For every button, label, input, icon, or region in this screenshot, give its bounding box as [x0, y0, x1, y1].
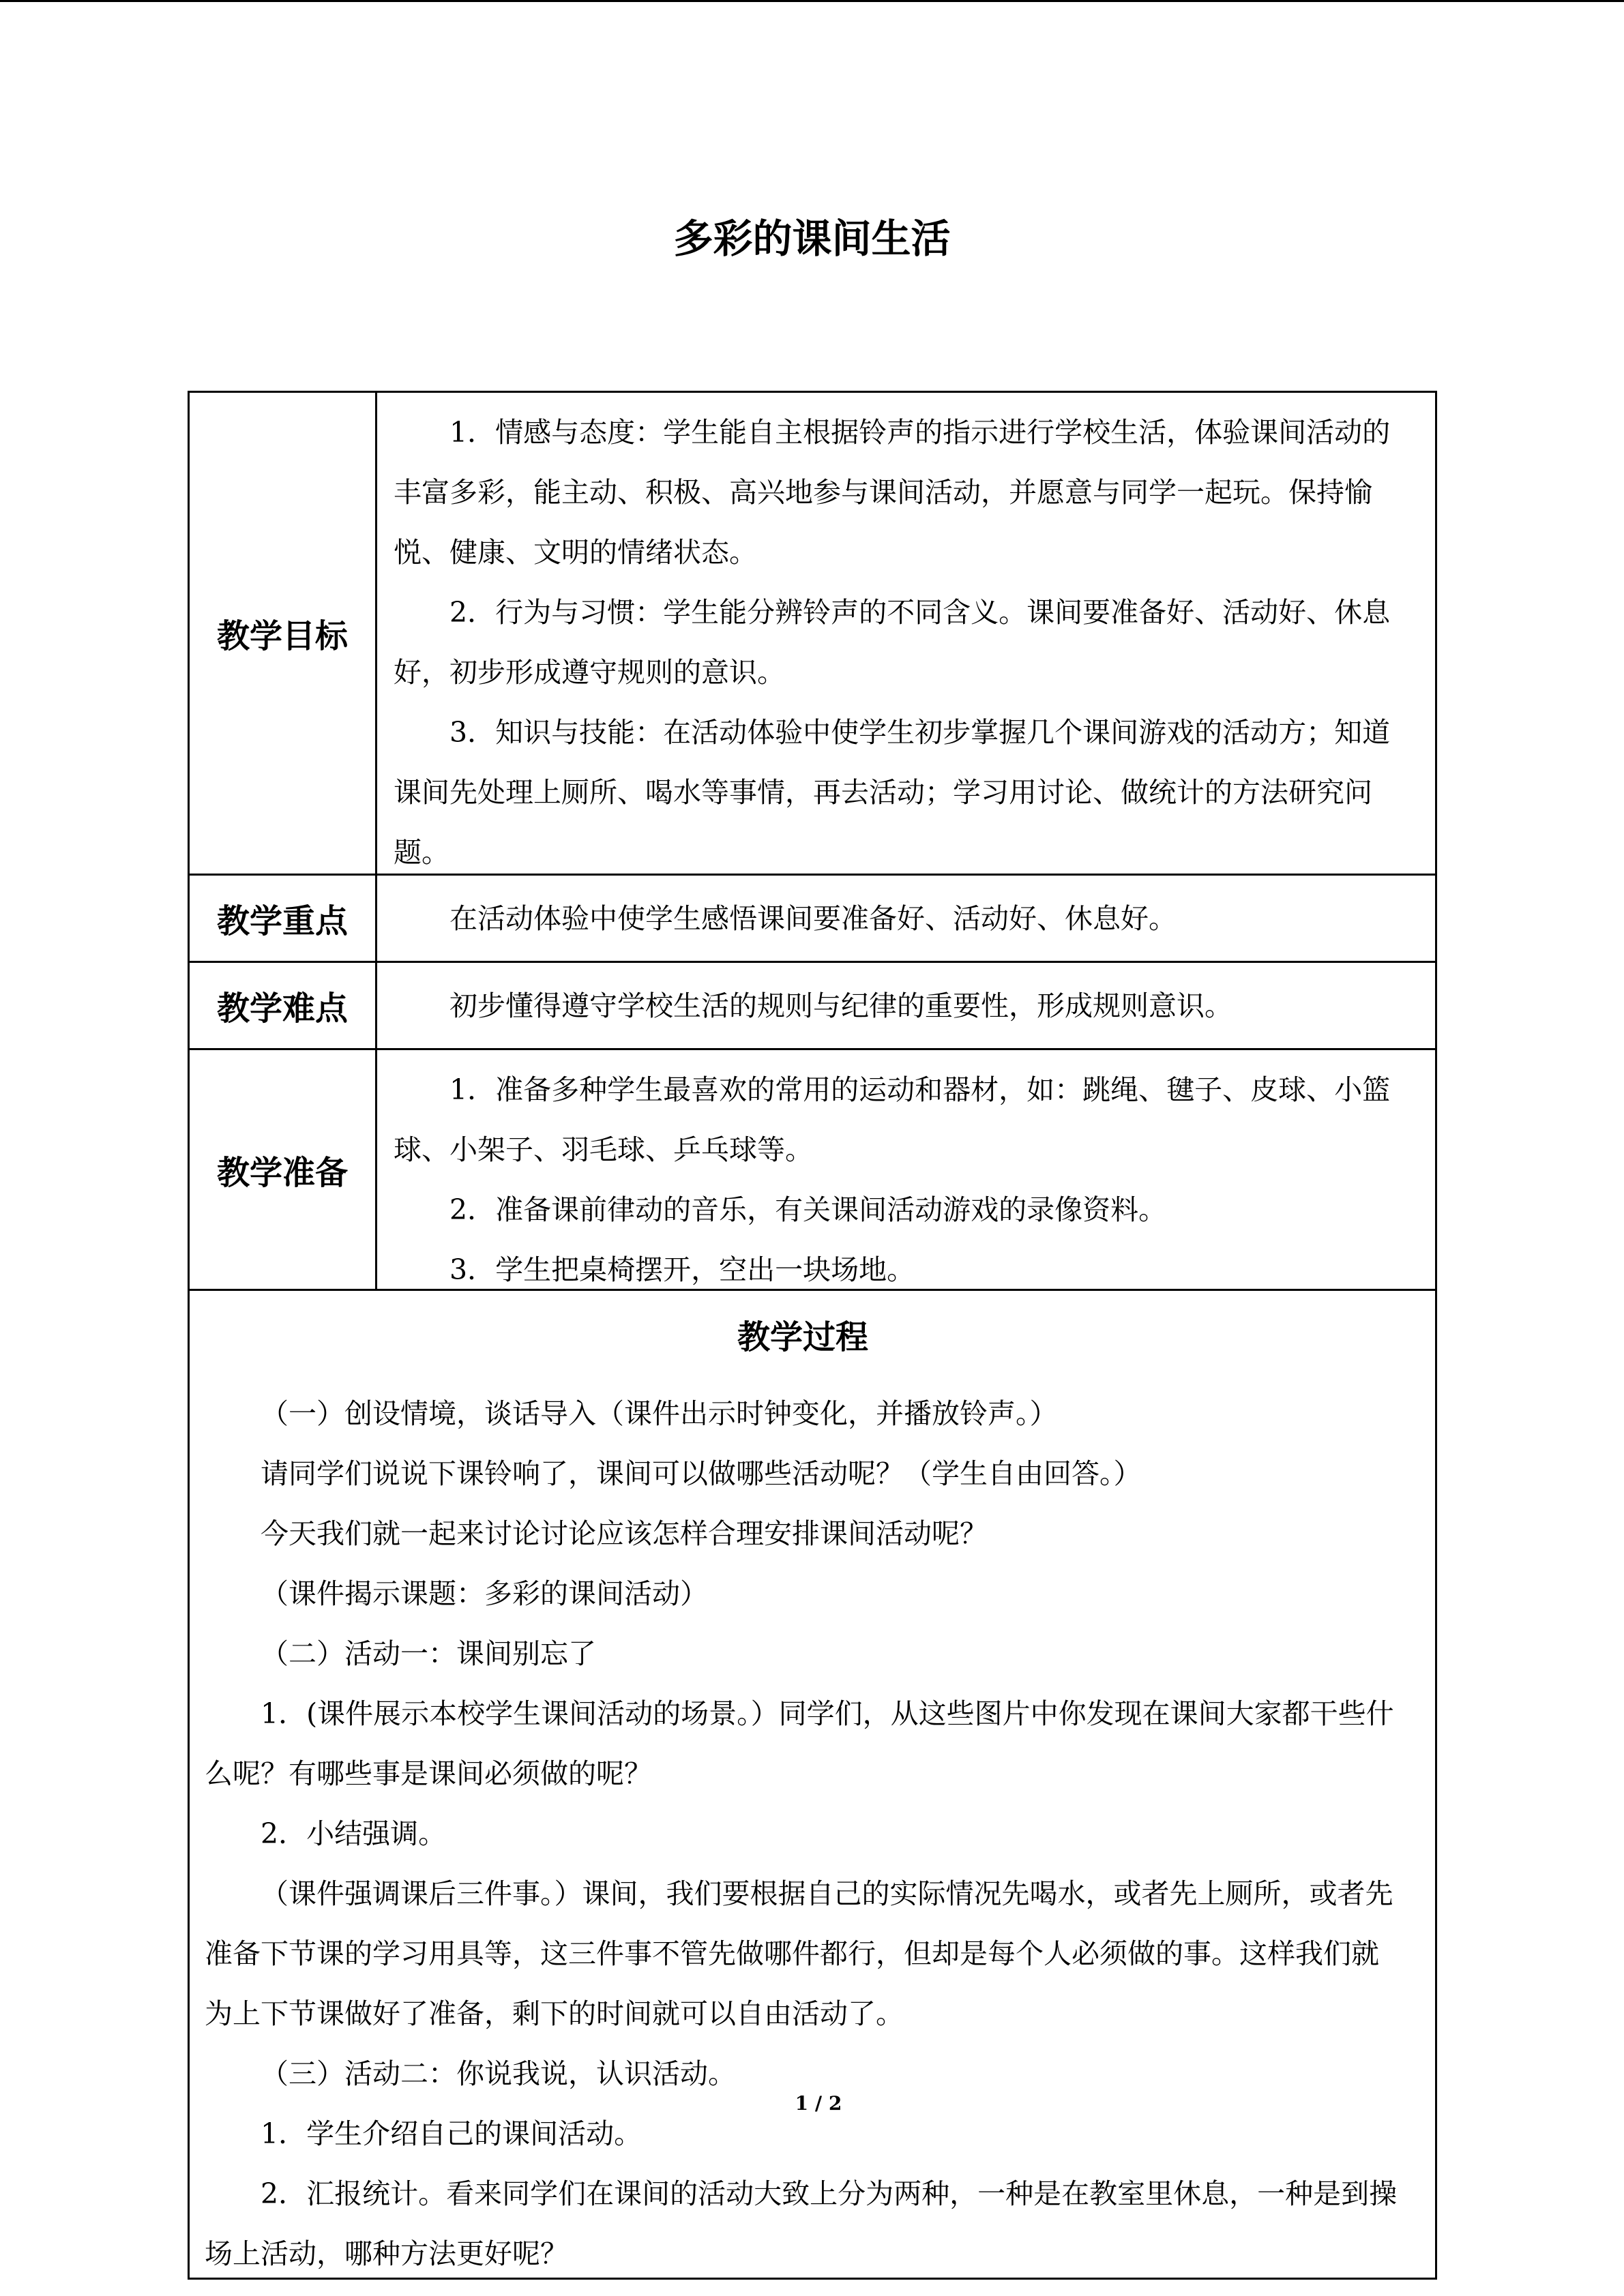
- preparation-label: 教学准备: [190, 1050, 377, 1289]
- process-paragraph: 今天我们就一起来讨论讨论应该怎样合理安排课间活动呢？: [261, 1517, 988, 1550]
- objective-paragraph: 1．情感与态度：学生能自主根据铃声的指示进行学校生活，体验课间活动的丰富多彩，能主动、积极、高兴地参与课间活动，并愿意与同学一起玩。保持愉悦、健康、文明的情绪状态。: [394, 416, 1391, 569]
- lesson-plan-table: [188, 391, 1437, 2280]
- process-paragraph: 2．汇报统计。看来同学们在课间的活动大致上分为两种，一种是在教室里休息，一种是到操场上活动，哪种方法更好呢？: [205, 2177, 1398, 2270]
- preparation-row: [190, 1050, 1435, 1291]
- key-point-text: 在活动体验中使学生感悟课间要准备好、活动好、休息好。: [449, 901, 1177, 935]
- objectives-label: 教学目标: [190, 393, 377, 874]
- process-paragraph: 2．小结强调。: [261, 1817, 447, 1850]
- process-paragraph: （课件揭示课题：多彩的课间活动）: [261, 1577, 708, 1610]
- difficulty-content: [377, 963, 1435, 1048]
- difficulty-label: 教学难点: [190, 963, 377, 1048]
- objectives-content: [377, 393, 1435, 874]
- preparation-paragraph: 2．准备课前律动的音乐，有关课间活动游戏的录像资料。: [449, 1193, 1167, 1226]
- teaching-process-section: [190, 1291, 1435, 2280]
- difficulty-row: [190, 963, 1435, 1050]
- process-paragraph: （三）活动二：你说我说，认识活动。: [261, 2057, 736, 2090]
- process-paragraph: 1．学生介绍自己的课间活动。: [261, 2117, 643, 2150]
- preparation-content: [377, 1050, 1435, 1289]
- process-title: 教学过程: [737, 1318, 868, 1356]
- top-border-line: [0, 0, 1624, 2]
- process-paragraph: 请同学们说说下课铃响了，课间可以做哪些活动呢？（学生自由回答。）: [261, 1457, 1142, 1490]
- difficulty-text: 初步懂得遵守学校生活的规则与纪律的重要性，形成规则意识。: [449, 989, 1232, 1022]
- key-point-row: [190, 876, 1435, 963]
- objective-paragraph: 3．知识与技能：在活动体验中使学生初步掌握几个课间游戏的活动方；知道课间先处理上厕所、喝水等事情，再去活动；学习用讨论、做统计的方法研究问题。: [394, 716, 1391, 869]
- key-point-label: 教学重点: [190, 876, 377, 961]
- page-number: 1 / 2: [795, 2092, 842, 2115]
- process-body: [205, 1384, 1401, 2284]
- process-paragraph: （二）活动一：课间别忘了: [261, 1637, 596, 1670]
- objective-paragraph: 2．行为与习惯：学生能分辨铃声的不同含义。课间要准备好、活动好、休息好，初步形成遵守规则的意识。: [394, 596, 1391, 689]
- preparation-paragraph: 1．准备多种学生最喜欢的常用的运动和器材，如：跳绳、毽子、皮球、小篮球、小架子、羽毛球、乒乓球等。: [394, 1073, 1391, 1166]
- process-paragraph: 1．(课件展示本校学生课间活动的场景。）同学们，从这些图片中你发现在课间大家都干些什么呢？有哪些事是课间必须做的呢？: [205, 1697, 1394, 1790]
- preparation-paragraph: 3．学生把桌椅摆开，空出一块场地。: [449, 1253, 915, 1286]
- process-paragraph: （一）创设情境，谈话导入（课件出示时钟变化，并播放铃声。）: [261, 1397, 1058, 1430]
- document-title: 多彩的课间生活: [673, 215, 951, 262]
- objectives-row: [190, 393, 1435, 876]
- key-point-content: [377, 876, 1435, 961]
- process-paragraph: （课件强调课后三件事。）课间，我们要根据自己的实际情况先喝水，或者先上厕所，或者先准备下节课的学习用具等，这三件事不管先做哪件都行，但却是每个人必须做的事。这样我们就为上下节课做好了准备，剩下的时间就可以自由活动了。: [205, 1877, 1393, 2030]
